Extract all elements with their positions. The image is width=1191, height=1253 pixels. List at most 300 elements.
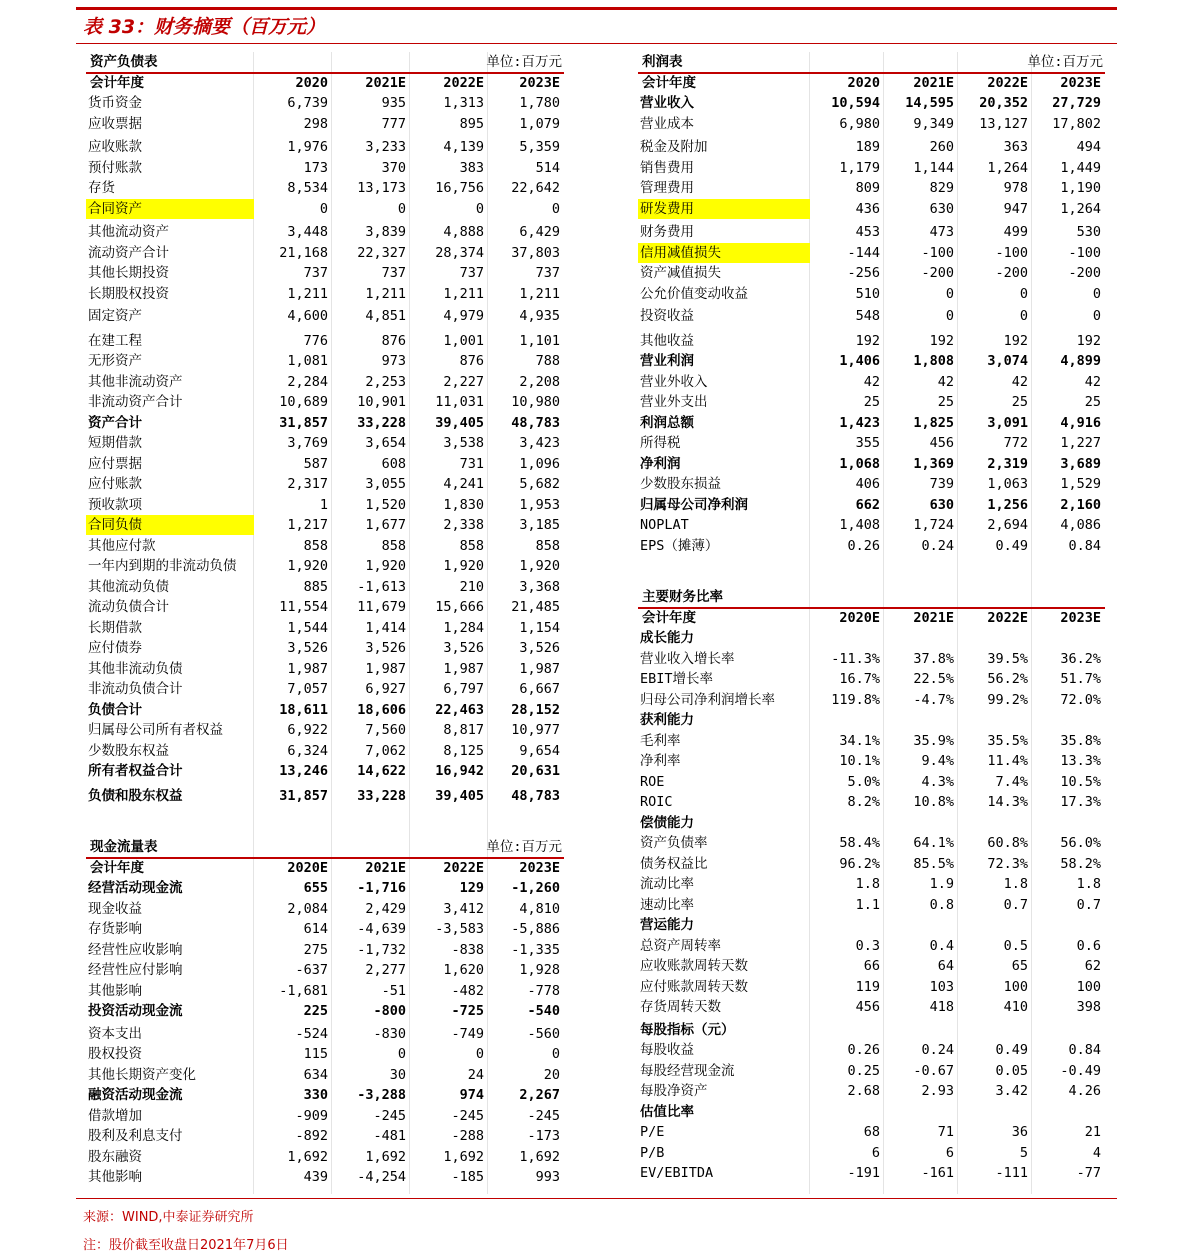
income_statement-row-value: 192 <box>1076 332 1101 349</box>
ratios-row-label: 营运能力 <box>640 917 694 933</box>
ratios-row-value: 36 <box>1011 1124 1028 1140</box>
balance_sheet-row <box>86 577 564 597</box>
ratios-row-value: 103 <box>929 978 954 995</box>
ratios-row <box>638 956 1105 976</box>
ratios-row-value: 0.49 <box>995 1042 1028 1058</box>
ratios-row-value: 0.05 <box>995 1062 1028 1079</box>
ratios-row-label: ROIC <box>640 794 673 810</box>
income_statement-row-value: 42 <box>863 373 880 390</box>
income_statement-row-value: 2,694 <box>987 517 1028 533</box>
income_statement-row-value: 0 <box>1019 285 1028 302</box>
balance_sheet-row-value: 10,901 <box>357 394 406 410</box>
cash_flow-row-value: 330 <box>303 1087 328 1103</box>
cash_flow-row-value: -892 <box>295 1128 328 1144</box>
ratios-row-value: 0.7 <box>1003 896 1028 913</box>
ratios-row-value: 16.7% <box>839 671 880 687</box>
ratios-row-value: 0.84 <box>1068 1042 1101 1058</box>
ratios-row-value: 100 <box>1003 978 1028 995</box>
ratios-row <box>638 792 1105 812</box>
income_statement-row-value: 42 <box>1011 373 1028 390</box>
income_statement-row <box>638 178 1105 198</box>
balance_sheet-row-value: 383 <box>459 159 484 176</box>
ratios-row-label: 成长能力 <box>640 630 694 646</box>
balance_sheet-row-value: 3,526 <box>365 640 406 656</box>
balance_sheet-row-value: 737 <box>535 265 560 281</box>
ratios-row-value: 6 <box>945 1144 954 1161</box>
cash_flow-row <box>86 919 564 939</box>
balance_sheet-row-label: 应付债券 <box>88 640 142 656</box>
balance_sheet-row-value: 1,211 <box>287 285 328 302</box>
balance_sheet-row <box>86 306 564 326</box>
ratios-row-value: -77 <box>1076 1165 1101 1181</box>
balance_sheet-row-value: 7,560 <box>365 722 406 738</box>
cash_flow-row-value: 129 <box>459 880 484 896</box>
income_statement-row-value: 499 <box>1003 224 1028 240</box>
ratios-row-value: 100 <box>1076 978 1101 995</box>
income_statement-row-value: 630 <box>929 496 954 513</box>
income_statement-row <box>638 222 1105 242</box>
balance_sheet-title-row <box>86 52 564 72</box>
income_statement-row-value: 192 <box>1003 332 1028 349</box>
cash_flow-row-value: -245 <box>451 1107 484 1124</box>
balance_sheet-row-value: 11,554 <box>279 599 328 615</box>
ratios-row-value <box>958 710 1028 730</box>
income_statement-row-value: 406 <box>855 476 880 492</box>
cash_flow-row <box>86 981 564 1001</box>
ratios-row <box>638 895 1105 915</box>
balance_sheet-row-value: 1,920 <box>365 558 406 574</box>
balance_sheet-row <box>86 720 564 740</box>
ratios-row-value <box>958 1102 1028 1122</box>
balance_sheet-row-value: 21,168 <box>279 244 328 261</box>
income_statement-row-label: 营业成本 <box>640 115 694 132</box>
ratios-row-value <box>1032 1020 1101 1040</box>
cash_flow-row-value: -185 <box>451 1169 484 1185</box>
balance_sheet-row-value: 1,001 <box>443 332 484 349</box>
balance_sheet-row-label: 合同资产 <box>86 199 254 219</box>
balance_sheet-row-value: 3,055 <box>365 476 406 492</box>
income_statement-row-value: -200 <box>995 265 1028 281</box>
ratios-row-label: EBIT增长率 <box>640 671 714 687</box>
income_statement-row-value: 0 <box>945 285 954 302</box>
income_statement-row-value: 494 <box>1076 139 1101 155</box>
cash_flow-row-value: 1,692 <box>365 1148 406 1165</box>
balance_sheet-row-value: 298 <box>303 115 328 132</box>
cash_flow-row-value: -482 <box>451 982 484 999</box>
balance_sheet-row-value: 6,922 <box>287 722 328 738</box>
income_statement-row <box>638 158 1105 178</box>
ratios-header-cell: 2022E <box>987 609 1028 626</box>
ratios-title-row <box>638 587 1105 607</box>
bottom-rule <box>76 1198 1117 1199</box>
balance_sheet-row-value: 8,125 <box>443 742 484 759</box>
income_statement-row-value: 192 <box>929 332 954 349</box>
ratios-row-label: 偿债能力 <box>640 814 694 831</box>
income_statement-row-value: -256 <box>847 265 880 281</box>
income_statement-row-value: 6,980 <box>839 115 880 132</box>
ratios-row-value <box>958 813 1028 833</box>
ratios-row-value: 51.7% <box>1060 671 1101 687</box>
cash_flow-row <box>86 1167 564 1187</box>
ratios-row-value: 85.5% <box>913 855 954 872</box>
balance_sheet-row-value: 22,463 <box>435 701 484 718</box>
cash_flow-row-value: -838 <box>451 941 484 958</box>
balance_sheet-row-value: 777 <box>381 115 406 132</box>
balance_sheet-row-value: 6,667 <box>519 681 560 697</box>
income_statement-row <box>638 515 1105 535</box>
balance_sheet-row-value: 7,057 <box>287 681 328 697</box>
balance_sheet-row-value: 2,253 <box>365 373 406 390</box>
ratios-row-value: 2.93 <box>921 1083 954 1099</box>
balance_sheet-row-value: 370 <box>381 159 406 176</box>
balance_sheet-row-label: 所有者权益合计 <box>88 763 183 779</box>
balance_sheet-row-value: 3,538 <box>443 435 484 451</box>
balance_sheet-row-value: 9,654 <box>519 742 560 759</box>
cash_flow-header-cell: 会计年度 <box>90 859 144 876</box>
income_statement-row-label: 投资收益 <box>640 308 694 324</box>
cash_flow-row-value: 0 <box>475 1046 484 1062</box>
ratios-row-value: 2.68 <box>847 1083 880 1099</box>
income_statement-row-value: -200 <box>1068 265 1101 281</box>
income_statement-row-value: 1,256 <box>987 496 1028 513</box>
balance_sheet-row <box>86 618 564 638</box>
balance_sheet-row-value: 1 <box>319 496 328 513</box>
ratios-row-value: 36.2% <box>1060 650 1101 667</box>
balance_sheet-row-value: 11,031 <box>435 394 484 410</box>
ratios-header-cell: 2020E <box>839 609 880 626</box>
income_statement-row <box>638 454 1105 474</box>
balance_sheet-row-value: 1,780 <box>519 95 560 111</box>
income_statement-row-label: 其他收益 <box>640 332 694 349</box>
ratios-row <box>638 690 1105 710</box>
ratios-row-value: 1.8 <box>1076 876 1101 892</box>
balance_sheet-row-label: 非流动资产合计 <box>88 394 183 410</box>
income_statement-row-label: 所得税 <box>640 435 681 451</box>
cash_flow-row-value: 634 <box>303 1066 328 1083</box>
ratios-row-value: 7.4% <box>995 773 1028 790</box>
income_statement-row-value: 4,899 <box>1060 353 1101 369</box>
ratios-row-label: 估值比率 <box>640 1103 694 1120</box>
income_statement-row-label: 公允价值变动收益 <box>640 285 748 302</box>
balance_sheet-header-cell: 2021E <box>365 74 406 91</box>
balance_sheet-row-value: 1,313 <box>443 95 484 111</box>
income_statement-row <box>638 474 1105 494</box>
balance_sheet-row-value: 6,324 <box>287 742 328 759</box>
balance_sheet-row-label: 应付账款 <box>88 476 142 492</box>
ratios-row <box>638 1102 1105 1122</box>
ratios-row-value: 0.25 <box>847 1062 880 1079</box>
balance_sheet-row-label: 无形资产 <box>88 353 142 369</box>
income_statement-row-label: 利润总额 <box>640 414 694 431</box>
income_statement-row-label: NOPLAT <box>640 517 689 533</box>
income_statement-row <box>638 413 1105 433</box>
ratios-row-value: 99.2% <box>987 691 1028 708</box>
ratios-row-value: 35.8% <box>1060 732 1101 749</box>
income_statement-row-label: 营业收入 <box>640 95 694 111</box>
income_statement-row-value: 630 <box>929 200 954 217</box>
ratios-row-value: 72.0% <box>1060 691 1101 708</box>
balance_sheet-row-value: 788 <box>535 353 560 369</box>
income_statement-row <box>638 392 1105 412</box>
cash_flow-header-cell: 2021E <box>365 859 406 876</box>
cash_flow-row-value: 20 <box>543 1066 560 1083</box>
balance_sheet-row-value: 0 <box>551 200 560 217</box>
balance_sheet-header-cell: 2020 <box>295 74 328 91</box>
income_statement-row-value: 809 <box>855 180 880 196</box>
cash_flow-row-label: 融资活动现金流 <box>88 1087 183 1103</box>
cash_flow-header-rule <box>86 857 564 859</box>
ratios-row-value <box>810 1102 880 1122</box>
balance_sheet-row-value: 28,152 <box>511 701 560 718</box>
income_statement-row-value: 1,227 <box>1060 435 1101 451</box>
cash_flow-row <box>86 1044 564 1064</box>
balance_sheet-row-value: 731 <box>459 455 484 472</box>
cash_flow-row-value: -4,639 <box>357 921 406 937</box>
balance_sheet-row-label: 少数股东权益 <box>88 742 169 759</box>
income_statement-row-value: 1,724 <box>913 517 954 533</box>
ratios-row-label: 流动比率 <box>640 876 694 892</box>
cash_flow-row-label: 投资活动现金流 <box>88 1003 183 1019</box>
balance_sheet-row <box>86 392 564 412</box>
ratios-row-label: 毛利率 <box>640 732 681 749</box>
balance_sheet-row <box>86 556 564 576</box>
balance_sheet-row-value: 11,679 <box>357 599 406 615</box>
cash_flow-row-value: -1,716 <box>357 880 406 896</box>
income_statement-row-value: 17,802 <box>1052 115 1101 132</box>
income_statement-row-label: 营业利润 <box>640 353 694 369</box>
cash_flow-row-label: 其他影响 <box>88 982 142 999</box>
balance_sheet-row-value: 48,783 <box>511 787 560 804</box>
balance_sheet-row-value: 1,211 <box>519 285 560 302</box>
ratios-row-label: 归母公司净利润增长率 <box>640 691 775 708</box>
cash_flow-row-label: 借款增加 <box>88 1107 142 1124</box>
balance_sheet-row <box>86 222 564 242</box>
balance_sheet-row-value: 173 <box>303 159 328 176</box>
ratios-row-value <box>810 1020 880 1040</box>
balance_sheet-row-label: 短期借款 <box>88 435 142 451</box>
balance_sheet-unit: 单位:百万元 <box>486 54 562 70</box>
income_statement-row-value: 739 <box>929 476 954 492</box>
ratios-row-value: 4 <box>1092 1144 1101 1161</box>
cash_flow-row-value: -1,335 <box>511 941 560 958</box>
balance_sheet-row <box>86 454 564 474</box>
ratios-row <box>638 1143 1105 1163</box>
cash_flow-row <box>86 1106 564 1126</box>
income_statement-row <box>638 536 1105 556</box>
ratios-row-value <box>810 915 880 935</box>
income_statement-row-value: 453 <box>855 224 880 240</box>
balance_sheet-row <box>86 597 564 617</box>
ratios-row-label: P/B <box>640 1144 665 1161</box>
cash_flow-row <box>86 960 564 980</box>
cash_flow-row-value: -800 <box>373 1003 406 1019</box>
income_statement-row-value: 1,179 <box>839 159 880 176</box>
cash_flow-row-value: -5,886 <box>511 921 560 937</box>
income_statement-row-value: 4,086 <box>1060 517 1101 533</box>
cash_flow-row-value: -481 <box>373 1128 406 1144</box>
ratios-row-value: 1.1 <box>855 896 880 913</box>
income_statement-row-value: -200 <box>921 265 954 281</box>
balance_sheet-row-label: 其他应付款 <box>88 537 156 554</box>
ratios-row <box>638 628 1105 648</box>
balance_sheet-row-label: 归属母公司所有者权益 <box>88 722 223 738</box>
cash_flow-row-value: -51 <box>381 982 406 999</box>
cash_flow-row <box>86 1085 564 1105</box>
balance_sheet-row-value: 3,769 <box>287 435 328 451</box>
income_statement-row <box>638 199 1105 219</box>
income_statement-row-value: 25 <box>1084 394 1101 410</box>
ratios-row-value: 0.26 <box>847 1042 880 1058</box>
balance_sheet-header-rule <box>86 72 564 74</box>
ratios-row-value: -0.67 <box>913 1062 954 1079</box>
ratios-row <box>638 874 1105 894</box>
cash_flow-row-value: -1,260 <box>511 880 560 896</box>
ratios-row-value: 1.8 <box>855 876 880 892</box>
income_statement-row-value: 772 <box>1003 435 1028 451</box>
income_statement-row-label: 资产减值损失 <box>640 265 721 281</box>
balance_sheet-row-value: 2,338 <box>443 517 484 533</box>
income_statement-row-label: 营业外收入 <box>640 373 708 390</box>
ratios-row-label: 获利能力 <box>640 712 694 728</box>
income_statement-header-cell: 2020 <box>847 74 880 91</box>
ratios-row-value <box>1032 1102 1101 1122</box>
balance_sheet-row-value: 39,405 <box>435 414 484 431</box>
balance_sheet-row-value: 4,241 <box>443 476 484 492</box>
cash_flow-row <box>86 878 564 898</box>
balance_sheet-row-value: 8,534 <box>287 180 328 196</box>
cash_flow-row-label: 股利及利息支付 <box>88 1128 183 1144</box>
cash_flow-row-value: 225 <box>303 1003 328 1019</box>
balance_sheet-row-label: 流动资产合计 <box>88 244 169 261</box>
income_statement-row <box>638 93 1105 113</box>
income_statement-row-label: 净利润 <box>640 455 681 472</box>
balance_sheet-row <box>86 243 564 263</box>
ratios-row-value <box>810 710 880 730</box>
balance_sheet-row-value: 1,079 <box>519 115 560 132</box>
balance_sheet-row <box>86 515 564 535</box>
title-rule <box>76 43 1117 44</box>
income_statement-row-value: -144 <box>847 244 880 261</box>
balance_sheet-row-label: 其他长期投资 <box>88 265 169 281</box>
cash_flow-header-cell: 2020E <box>287 859 328 876</box>
balance_sheet-row <box>86 199 564 219</box>
income_statement-row-label: 管理费用 <box>640 180 694 196</box>
cash_flow-row-value: 974 <box>459 1087 484 1103</box>
ratios-row-label: 资产负债率 <box>640 835 708 851</box>
balance_sheet-row-value: 22,642 <box>511 180 560 196</box>
cash_flow-row-label: 经营活动现金流 <box>88 880 183 896</box>
balance_sheet-row-value: 1,677 <box>365 517 406 533</box>
ratios-row-value <box>1032 628 1101 648</box>
balance_sheet-row-value: 33,228 <box>357 787 406 804</box>
balance_sheet-row-label: 负债和股东权益 <box>88 787 183 804</box>
balance_sheet-row-value: 1,920 <box>287 558 328 574</box>
ratios-row-value: 5.0% <box>847 773 880 790</box>
ratios-row-value: 9.4% <box>921 753 954 769</box>
balance_sheet-row-value: 1,096 <box>519 455 560 472</box>
ratios-row <box>638 936 1105 956</box>
income_statement-row-value: 548 <box>855 308 880 324</box>
income_statement-row-value: 4,916 <box>1060 414 1101 431</box>
balance_sheet-row-value: 16,756 <box>435 180 484 196</box>
balance_sheet-row-value: 3,526 <box>443 640 484 656</box>
balance_sheet-row-value: 20,631 <box>511 763 560 779</box>
income_statement-row-value: 13,127 <box>979 115 1028 132</box>
cash_flow-row-value: 993 <box>535 1169 560 1185</box>
ratios-row-label: 每股指标（元） <box>640 1021 735 1038</box>
balance_sheet-row-value: 1,987 <box>443 660 484 677</box>
balance_sheet-row <box>86 474 564 494</box>
cash_flow-row-value: 614 <box>303 921 328 937</box>
ratios-row-value <box>884 1020 954 1040</box>
ratios-row-label: 债务权益比 <box>640 855 708 872</box>
cash_flow-row-value: 2,267 <box>519 1087 560 1103</box>
ratios-row <box>638 977 1105 997</box>
ratios-row-label: 每股经营现金流 <box>640 1062 735 1079</box>
cash_flow-header-row <box>86 858 564 878</box>
ratios-row-value <box>1032 813 1101 833</box>
balance_sheet-row <box>86 786 564 806</box>
balance_sheet-row-value: 4,935 <box>519 308 560 324</box>
income_statement-row <box>638 433 1105 453</box>
balance_sheet-row-value: 3,423 <box>519 435 560 451</box>
balance_sheet-row-value: 4,139 <box>443 139 484 155</box>
balance_sheet-header-cell: 2022E <box>443 74 484 91</box>
ratios-row-value: 71 <box>937 1124 954 1140</box>
balance_sheet-row-value: 1,987 <box>519 660 560 677</box>
ratios-row-label: 总资产周转率 <box>640 937 721 954</box>
ratios-row <box>638 915 1105 935</box>
income_statement-row-label: 归属母公司净利润 <box>640 496 748 513</box>
income_statement-row-value: 0 <box>1019 308 1028 324</box>
balance_sheet-row-value: 1,987 <box>365 660 406 677</box>
ratios-row <box>638 710 1105 730</box>
cash_flow-row-value: 4,810 <box>519 900 560 917</box>
income_statement-row-value: 1,406 <box>839 353 880 369</box>
ratios-row-value: 35.5% <box>987 732 1028 749</box>
ratios-row-value <box>884 710 954 730</box>
balance_sheet-row-value: 1,976 <box>287 139 328 155</box>
balance_sheet-row-value: 1,920 <box>443 558 484 574</box>
ratios-row-label: 速动比率 <box>640 896 694 913</box>
balance_sheet-row-value: 10,980 <box>511 394 560 410</box>
balance_sheet-row-value: 10,689 <box>279 394 328 410</box>
balance_sheet-row-value: 31,857 <box>279 414 328 431</box>
ratios-row-value <box>958 1020 1028 1040</box>
ratios-row-value: 0.3 <box>855 937 880 954</box>
balance_sheet-row-value: 33,228 <box>357 414 406 431</box>
right-panel <box>638 52 1105 1194</box>
ratios-row-value: 410 <box>1003 999 1028 1015</box>
ratios-row-value: 1.9 <box>929 876 954 892</box>
income_statement-row-value: 3,091 <box>987 414 1028 431</box>
income_statement-row-value: 42 <box>937 373 954 390</box>
ratios-row-value: -191 <box>847 1165 880 1181</box>
cash_flow-row-value: -245 <box>527 1107 560 1124</box>
balance_sheet-row-value: 1,211 <box>443 285 484 302</box>
cash_flow-unit: 单位:百万元 <box>486 839 562 855</box>
ratios-row-value: 64.1% <box>913 835 954 851</box>
balance_sheet-row-value: 39,405 <box>435 787 484 804</box>
ratios-header-cell: 2021E <box>913 609 954 626</box>
income_statement-row-value: 530 <box>1076 224 1101 240</box>
balance_sheet-row <box>86 178 564 198</box>
ratios-row-value: 56.2% <box>987 671 1028 687</box>
income_statement-row <box>638 263 1105 283</box>
ratios-row-value <box>958 628 1028 648</box>
income_statement-row-value: 829 <box>929 180 954 196</box>
income_statement-header-cell: 2023E <box>1060 74 1101 91</box>
